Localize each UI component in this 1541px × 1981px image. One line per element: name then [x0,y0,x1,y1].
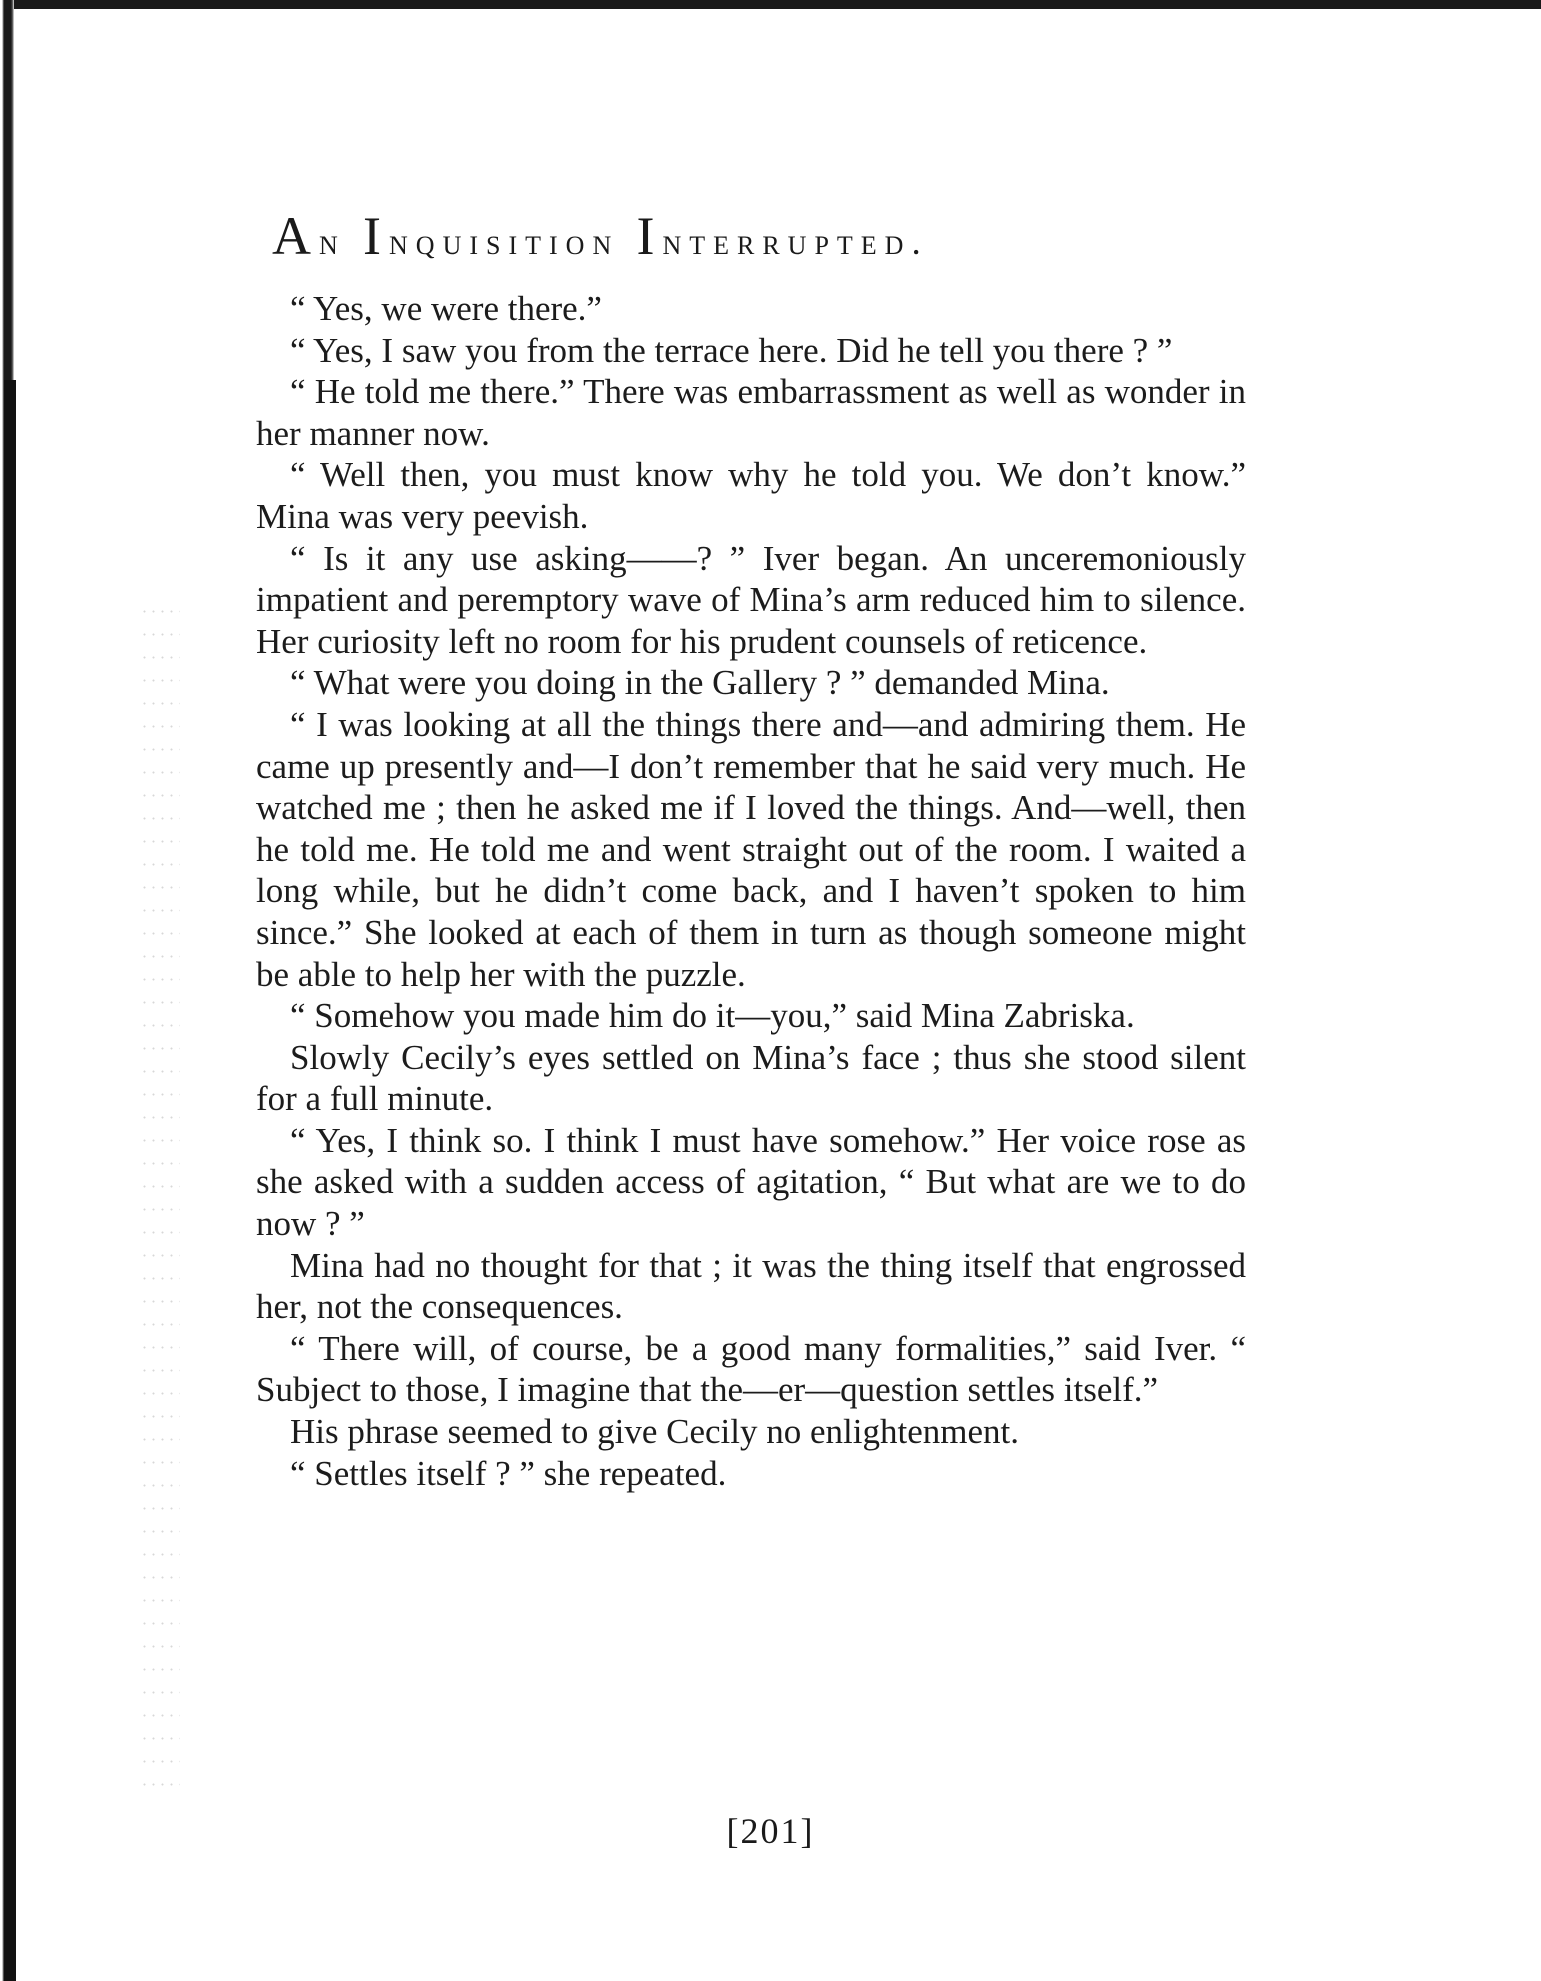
paragraph: “ Yes, we were there.” [290,289,602,328]
running-title-word: nterrupted. [662,222,929,263]
running-title-initial: I [363,206,390,266]
paragraph: Slowly Cecily’s eyes settled on Mina’s face ; thus she stood silent for a full minute. [256,1037,1246,1119]
page-number: [201] [726,1811,815,1851]
scan-binding-shadow [4,380,16,1981]
running-title-word: n [319,222,346,263]
paragraph: “ He told me there.” There was embarrassment as well as wonder in her manner now. [256,372,1246,453]
paragraph: His phrase seemed to give Cecily no enlightenment. [290,1412,1019,1452]
running-title-initial: I [636,206,663,266]
paragraph: “ I was looking at all the things there and—and admiring them. He came up presently and—I don’t remember that he said very much. He watched me ; then he asked me if I loved the things. And—well, then he told me. He told me and went straight out of the room. I waited a long while, but he didn’t come back, and I haven’t spoken to him since.” She looked at each of them in turn as though someone might be able to help her with the puzzle. [256,704,1246,994]
paragraph: “ There will, of course, be a good many formalities,” said Iver. “ Subject to those, I imagine that the—er—question settles itself.” [256,1328,1246,1410]
paragraph: “ Yes, I think so. I think I must have somehow.” Her voice rose as she asked with a sudden access of agitation, “ But what are we to do now ? ” [256,1120,1246,1244]
scan-gutter-speckle [140,600,180,1800]
paragraph: “ Well then, you must know why he told you. We don’t know.” Mina was very peevish. [256,455,1246,536]
scan-top-border [0,0,1541,9]
running-title-initial: A [272,206,319,266]
paragraph: “ Settles itself ? ” she repeated. [290,1453,727,1493]
paragraph: Mina had no thought for that ; it was the thing itself that engrossed her, not the consequences. [256,1245,1246,1327]
paragraph: “ What were you doing in the Gallery ? ” demanded Mina. [290,663,1110,703]
body-text [256,288,1246,1494]
paragraph: “ Yes, I saw you from the terrace here. Did he tell you there ? ” [290,330,1173,370]
running-title-word: nquisition [389,222,620,263]
paragraph: “ Is it any use asking——? ” Iver began. An unceremoniously impatient and peremptory wave of Mina’s arm reduced him to silence. Her curiosity left no room for his prudent counsels of reticence. [256,538,1246,661]
running-title [272,205,929,267]
paragraph: “ Somehow you made him do it—you,” said Mina Zabriska. [290,996,1135,1036]
